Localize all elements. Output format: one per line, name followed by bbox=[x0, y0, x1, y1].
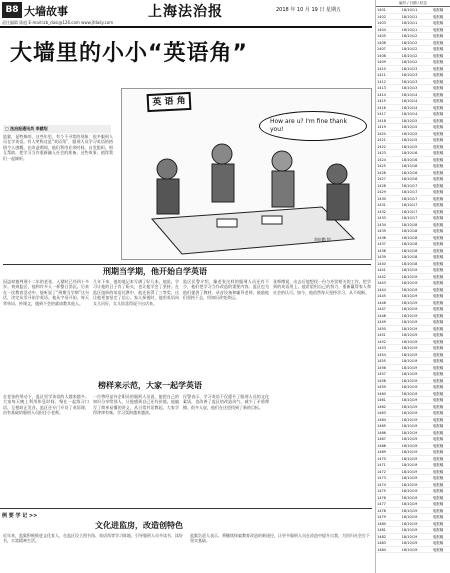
side-table-cell: 18/10/14 bbox=[401, 105, 418, 110]
side-table-cell: 18/10/19 bbox=[401, 450, 418, 454]
side-table-cell: 18/10/19 bbox=[401, 437, 418, 441]
side-table-cell: 电报稿 bbox=[432, 333, 444, 337]
side-table-cell: 18/10/19 bbox=[401, 359, 418, 363]
side-table-cell: 电报稿 bbox=[432, 8, 444, 12]
side-table-cell: 1476 bbox=[377, 495, 386, 500]
side-table-cell: 1445 bbox=[377, 294, 386, 298]
side-table-cell: 电报稿 bbox=[432, 53, 444, 58]
side-table-cell: 电报稿 bbox=[432, 66, 444, 71]
side-table-cell: 1412 bbox=[377, 79, 386, 84]
side-table-cell: 18/10/18 bbox=[401, 222, 418, 227]
section-rule bbox=[3, 264, 371, 265]
section-2-col-1: 在老张的带动下，监区里学英语的人越来越多。大家每天晚上利用休息时间，聚在一起练习口语，互相纠正发音。监区还专门开设了英语课，由有基础的服刑人员担任小老师。 bbox=[3, 394, 89, 416]
side-table-cell: 18/10/15 bbox=[401, 144, 418, 149]
side-table-cell: 1483 bbox=[377, 541, 386, 545]
side-table-cell: 1410 bbox=[377, 66, 386, 71]
side-table-cell: 电报稿 bbox=[432, 47, 444, 51]
right-text-column: 张师傅说，出去后他想找一份与外贸相关的工作，把学到的英语用上。他希望用自己的努力，重新赢得家人和社会的认可。如今，他依然每天坚持学习，从不间断。 bbox=[273, 279, 371, 295]
section-heading-3: 文化进监房，改造创特色 bbox=[95, 521, 183, 530]
side-table-cell: 18/10/11 bbox=[401, 8, 418, 12]
side-index-table bbox=[375, 0, 450, 573]
side-table-cell: 1482 bbox=[377, 534, 386, 539]
side-table-cell: 电报稿 bbox=[432, 144, 444, 149]
side-table-cell: 1419 bbox=[377, 125, 386, 129]
side-table-cell: 电报稿 bbox=[432, 476, 444, 480]
side-table-cell: 18/10/16 bbox=[401, 177, 418, 181]
side-table-col-3: 状态 bbox=[419, 1, 427, 5]
side-table-cell: 18/10/16 bbox=[401, 157, 418, 162]
side-table-cell: 电报稿 bbox=[432, 27, 444, 32]
side-table-cell: 18/10/19 bbox=[401, 547, 418, 552]
side-table-cell: 1470 bbox=[377, 456, 386, 461]
side-table-cell: 18/10/12 bbox=[401, 53, 418, 58]
side-table-cell: 1468 bbox=[377, 443, 386, 448]
side-table-cell: 18/10/14 bbox=[401, 99, 418, 103]
side-table-cell: 1456 bbox=[377, 365, 386, 370]
side-table-cell: 电报稿 bbox=[432, 443, 444, 448]
side-table-cell: 18/10/19 bbox=[401, 300, 418, 305]
side-table-cell: 18/10/19 bbox=[401, 372, 418, 376]
header-rule bbox=[0, 26, 372, 28]
side-table-cell: 18/10/15 bbox=[401, 131, 418, 136]
side-table-cell: 18/10/19 bbox=[401, 287, 418, 292]
side-table-cell: 1406 bbox=[377, 40, 386, 45]
byline: □ 法治报通讯员 李慈绍 bbox=[3, 125, 111, 133]
side-table-cell: 18/10/18 bbox=[401, 248, 418, 253]
section-name: 大墙故事 bbox=[24, 5, 68, 18]
side-table-cell: 1443 bbox=[377, 281, 386, 285]
side-table-cell: 18/10/18 bbox=[401, 261, 418, 266]
side-table-cell: 18/10/19 bbox=[401, 385, 418, 389]
bottom-section-label: 例 要 学 记 >> bbox=[2, 513, 38, 519]
side-table-cell: 1472 bbox=[377, 469, 386, 474]
side-table-cell: 电报稿 bbox=[432, 157, 444, 162]
side-table-cell: 电报稿 bbox=[432, 547, 444, 552]
side-table-cell: 1424 bbox=[377, 157, 386, 162]
side-table-cell: 电报稿 bbox=[432, 86, 444, 90]
side-table-cell: 1454 bbox=[377, 352, 386, 357]
article-title: 大墙里的小小“英语角” bbox=[10, 41, 248, 66]
side-table-cell: 1417 bbox=[377, 112, 386, 116]
side-table-cell: 18/10/17 bbox=[401, 196, 418, 201]
side-table-cell: 18/10/19 bbox=[401, 391, 418, 396]
side-table-cell: 电报稿 bbox=[432, 398, 444, 402]
section-3-col-2: 监狱负责人表示，将继续探索教育改造的新途径，让更多服刑人员在改造中提升自我，为回归社会打下坚实基础。 bbox=[190, 533, 370, 544]
side-table-cell: 18/10/19 bbox=[401, 508, 418, 513]
side-table-cell: 1463 bbox=[377, 411, 386, 415]
side-table-cell: 18/10/16 bbox=[401, 170, 418, 175]
side-table-cell: 18/10/19 bbox=[401, 515, 418, 519]
side-table-cell: 18/10/19 bbox=[401, 268, 418, 272]
section-logo: B8 bbox=[2, 2, 22, 18]
side-table-cell: 18/10/13 bbox=[401, 79, 418, 84]
side-table-cell: 18/10/14 bbox=[401, 92, 418, 97]
side-table-cell: 1480 bbox=[377, 521, 386, 526]
side-table-cell: 18/10/19 bbox=[401, 469, 418, 474]
side-table-cell: 18/10/11 bbox=[401, 21, 418, 25]
side-table-cell: 1465 bbox=[377, 424, 386, 428]
side-table-cell: 电报稿 bbox=[432, 203, 444, 207]
side-table-cell: 1467 bbox=[377, 437, 386, 441]
side-table-cell: 18/10/19 bbox=[401, 378, 418, 383]
side-table-cell: 1474 bbox=[377, 482, 386, 487]
cartoon-illustration bbox=[121, 88, 372, 260]
side-table-cell: 电报稿 bbox=[432, 489, 444, 493]
side-table-cell: 1444 bbox=[377, 287, 386, 292]
page-header bbox=[0, 0, 372, 30]
side-table-cell: 1479 bbox=[377, 515, 386, 519]
side-table-cell: 1439 bbox=[377, 255, 386, 259]
side-table-cell: 18/10/19 bbox=[401, 502, 418, 506]
side-table-cell: 18/10/19 bbox=[401, 274, 418, 279]
side-table-cell: 电报稿 bbox=[432, 255, 444, 259]
side-table-cell: 1401 bbox=[377, 8, 386, 12]
side-table-cell: 1423 bbox=[377, 151, 386, 155]
side-table-cell: 18/10/19 bbox=[401, 326, 418, 331]
side-table-cell: 1473 bbox=[377, 476, 386, 480]
side-table-cell: 18/10/19 bbox=[401, 339, 418, 344]
side-table-col-2: 日期 bbox=[409, 1, 417, 5]
side-table-cell: 电报稿 bbox=[432, 372, 444, 376]
side-table-cell: 电报稿 bbox=[432, 92, 444, 97]
side-table-cell: 1466 bbox=[377, 430, 386, 435]
side-table-cell: 电报稿 bbox=[432, 307, 444, 311]
side-table-cell: 1421 bbox=[377, 138, 386, 142]
side-table-cell: 18/10/19 bbox=[401, 346, 418, 350]
section-2-col-2: 一位曾经是外企职员的服刑人员说，能把自己的知识分享给别人，让他感到自己还有价值。他编写了简单易懂的讲义，从日常对话教起，大家学得津津有味，学习氛围越来越浓。 bbox=[93, 394, 179, 416]
side-table-cell: 电报稿 bbox=[432, 352, 444, 357]
side-table-cell: 18/10/17 bbox=[401, 183, 418, 188]
side-table-cell: 电报稿 bbox=[432, 170, 444, 175]
side-table-cell: 18/10/19 bbox=[401, 495, 418, 500]
side-table-cell: 电报稿 bbox=[432, 391, 444, 396]
side-table-cell: 电报稿 bbox=[432, 183, 444, 188]
speech-bubble: How are u? I'm fine thank you! bbox=[259, 111, 367, 141]
side-table-cell: 电报稿 bbox=[432, 326, 444, 331]
side-table-cell: 18/10/19 bbox=[401, 352, 418, 357]
side-table-cell: 1426 bbox=[377, 170, 386, 175]
side-table-cell: 电报稿 bbox=[432, 118, 444, 123]
bottom-rule bbox=[0, 508, 372, 509]
side-table-cell: 电报稿 bbox=[432, 131, 444, 136]
side-table-cell: 1459 bbox=[377, 385, 386, 389]
side-table-cell: 电报稿 bbox=[432, 541, 444, 545]
section-1-col-1: 因盗窃被判刑十二年的老张，入狱时已经四十多岁。初到监区，他和许多人一样整日消沉。后来在一次教育活动中，他听说了“刑期当学期”这句话，决定从零开始学英语。他从字母开始，每天背单词、抄课文，遇到不会的就请教其他人。 bbox=[3, 279, 89, 306]
side-table-cell: 18/10/19 bbox=[401, 294, 418, 298]
intro-text: 监狱，是特殊的、这些年里，有个不寻常的现象：很多服刑人员在学英语。有人笑称这是“英语角”，服刑人员学习英语的热情令人感慨。在改造期间，他们利用业余时间，自发组织、相互帮助，把学习当作重新融入社会的准备。这些故事，值得我们一起倾听。 bbox=[3, 134, 113, 161]
side-table-cell: 18/10/15 bbox=[401, 125, 418, 129]
side-table-cell: 1477 bbox=[377, 502, 386, 506]
side-table-cell: 18/10/19 bbox=[401, 398, 418, 402]
side-table-cell: 电报稿 bbox=[432, 521, 444, 526]
side-table-cell: 电报稿 bbox=[432, 515, 444, 519]
side-table-cell: 1451 bbox=[377, 333, 386, 337]
side-table-cell: 18/10/19 bbox=[401, 541, 418, 545]
side-table-cell: 1450 bbox=[377, 326, 386, 331]
side-table-cell: 电报稿 bbox=[432, 73, 444, 77]
side-table-cell: 1462 bbox=[377, 404, 386, 409]
side-table-cell: 18/10/19 bbox=[401, 476, 418, 480]
side-table-cell: 1427 bbox=[377, 177, 386, 181]
side-table-cell: 电报稿 bbox=[432, 235, 444, 240]
side-table-cell: 1471 bbox=[377, 463, 386, 467]
cartoon-sign: 英 语 角 bbox=[147, 92, 192, 112]
side-table-cell: 电报稿 bbox=[432, 287, 444, 292]
side-table-cell: 电报稿 bbox=[432, 242, 444, 246]
side-table-cell: 18/10/15 bbox=[401, 118, 418, 123]
side-table-cell: 18/10/18 bbox=[401, 255, 418, 259]
side-table-cell: 电报稿 bbox=[432, 261, 444, 266]
side-table-cell: 电报稿 bbox=[432, 385, 444, 389]
side-table-cell: 1418 bbox=[377, 118, 386, 123]
side-table-row bbox=[376, 547, 450, 554]
side-table-cell: 电报稿 bbox=[432, 469, 444, 474]
side-table-cell: 1409 bbox=[377, 60, 386, 64]
side-table-cell: 电报稿 bbox=[432, 21, 444, 25]
side-table-cell: 电报稿 bbox=[432, 190, 444, 194]
side-table-cell: 1422 bbox=[377, 144, 386, 149]
side-table-cell: 18/10/19 bbox=[401, 443, 418, 448]
side-table-col-1: 编号 bbox=[399, 1, 407, 5]
side-table-cell: 1403 bbox=[377, 21, 386, 25]
side-table-cell: 18/10/19 bbox=[401, 281, 418, 285]
side-table-header: 编号 / 日期 / 状态 bbox=[376, 0, 450, 7]
side-table-cell: 电报稿 bbox=[432, 274, 444, 279]
side-table-cell: 18/10/11 bbox=[401, 27, 418, 32]
side-table-cell: 18/10/15 bbox=[401, 138, 418, 142]
side-table-cell: 18/10/19 bbox=[401, 489, 418, 493]
side-table-cell: 18/10/17 bbox=[401, 190, 418, 194]
side-table-cell: 1460 bbox=[377, 391, 386, 396]
side-table-cell: 1452 bbox=[377, 339, 386, 344]
section-3-col-1: 近年来，监狱积极推进文化育人，在监区设立图书角、英语角等学习阵地，引导服刑人员多读书、读好书，丰富精神生活。 bbox=[3, 533, 183, 544]
side-table-cell: 18/10/12 bbox=[401, 60, 418, 64]
side-table-cell: 1408 bbox=[377, 53, 386, 58]
side-table-cell: 电报稿 bbox=[432, 411, 444, 415]
side-table-cell: 18/10/19 bbox=[401, 320, 418, 324]
side-table-cell: 1442 bbox=[377, 274, 386, 279]
section-heading-2: 榜样来示范，大家一起学英语 bbox=[98, 381, 202, 390]
side-table-cell: 电报稿 bbox=[432, 105, 444, 110]
side-table-cell: 电报稿 bbox=[432, 456, 444, 461]
side-table-cell: 1449 bbox=[377, 320, 386, 324]
side-table-cell: 18/10/19 bbox=[401, 411, 418, 415]
side-table-cell: 电报稿 bbox=[432, 222, 444, 227]
side-table-cell: 18/10/13 bbox=[401, 66, 418, 71]
side-table-cell: 电报稿 bbox=[432, 437, 444, 441]
side-table-cell: 18/10/19 bbox=[401, 463, 418, 467]
side-table-cell: 18/10/17 bbox=[401, 216, 418, 220]
side-table-cell: 1448 bbox=[377, 313, 386, 318]
side-table-cell: 电报稿 bbox=[432, 502, 444, 506]
section-heading-1: 刑期当学期，他开始自学英语 bbox=[103, 267, 207, 276]
side-table-cell: 电报稿 bbox=[432, 320, 444, 324]
side-table-cell: 18/10/19 bbox=[401, 365, 418, 370]
side-table-cell: 1432 bbox=[377, 209, 386, 214]
side-table-cell: 电报稿 bbox=[432, 229, 444, 233]
section-2-col-3: 民警表示，学习英语不仅提升了服刑人员的文化素质，也改善了监区的改造风气，减少了矛盾摩擦。很多人说，他们在这里找到了新的目标。 bbox=[183, 394, 269, 410]
side-table-cell: 电报稿 bbox=[432, 495, 444, 500]
side-table-cell: 电报稿 bbox=[432, 417, 444, 422]
side-table-cell: 18/10/19 bbox=[401, 534, 418, 539]
side-table-cell: 电报稿 bbox=[432, 378, 444, 383]
side-table-cell: 1434 bbox=[377, 222, 386, 227]
side-table-cell: 电报稿 bbox=[432, 216, 444, 220]
side-table-cell: 18/10/19 bbox=[401, 404, 418, 409]
side-table-cell: 电报稿 bbox=[432, 450, 444, 454]
side-table-cell: 18/10/11 bbox=[401, 14, 418, 19]
side-table-cell: 1431 bbox=[377, 203, 386, 207]
side-table-cell: 1461 bbox=[377, 398, 386, 402]
side-table-cell: 1464 bbox=[377, 417, 386, 422]
side-table-cell: 1436 bbox=[377, 235, 386, 240]
issue-date: 2018 年 10 月 19 日 星期五 bbox=[276, 7, 341, 13]
side-table-cell: 1475 bbox=[377, 489, 386, 493]
side-table-cell: 1447 bbox=[377, 307, 386, 311]
side-table-cell: 18/10/19 bbox=[401, 482, 418, 487]
side-table-cell: 18/10/18 bbox=[401, 242, 418, 246]
side-table-cell: 1413 bbox=[377, 86, 386, 90]
side-table-cell: 电报稿 bbox=[432, 346, 444, 350]
side-table-cell: 18/10/19 bbox=[401, 528, 418, 532]
side-table-cell: 18/10/12 bbox=[401, 34, 418, 38]
side-table-cell: 18/10/19 bbox=[401, 307, 418, 311]
side-table-cell: 电报稿 bbox=[432, 99, 444, 103]
side-table-cell: 电报稿 bbox=[432, 112, 444, 116]
side-table-cell: 电报稿 bbox=[432, 339, 444, 344]
newspaper-name: 上海法治报 bbox=[148, 4, 223, 20]
side-table-cell: 1437 bbox=[377, 242, 386, 246]
side-table-cell: 电报稿 bbox=[432, 359, 444, 363]
side-table-cell: 1429 bbox=[377, 190, 386, 194]
side-table-cell: 电报稿 bbox=[432, 79, 444, 84]
side-table-cell: 1415 bbox=[377, 99, 386, 103]
side-table-cell: 1433 bbox=[377, 216, 386, 220]
side-table-cell: 电报稿 bbox=[432, 248, 444, 253]
side-table-cell: 电报稿 bbox=[432, 125, 444, 129]
side-table-cell: 18/10/12 bbox=[401, 40, 418, 45]
side-table-cell: 电报稿 bbox=[432, 365, 444, 370]
side-table-cell: 1435 bbox=[377, 229, 386, 233]
side-table-cell: 18/10/16 bbox=[401, 151, 418, 155]
side-table-cell: 18/10/13 bbox=[401, 86, 418, 90]
side-table-cell: 1453 bbox=[377, 346, 386, 350]
side-table-cell: 电报稿 bbox=[432, 268, 444, 272]
side-table-cell: 电报稿 bbox=[432, 281, 444, 285]
side-table-cell: 电报稿 bbox=[432, 60, 444, 64]
side-table-cell: 18/10/14 bbox=[401, 112, 418, 116]
side-table-rows bbox=[376, 7, 450, 553]
side-table-cell: 电报稿 bbox=[432, 294, 444, 298]
side-table-cell: 18/10/19 bbox=[401, 521, 418, 526]
side-table-cell: 1440 bbox=[377, 261, 386, 266]
side-table-cell: 18/10/19 bbox=[401, 430, 418, 435]
side-table-cell: 电报稿 bbox=[432, 164, 444, 168]
side-table-cell: 1404 bbox=[377, 27, 386, 32]
side-table-cell: 1428 bbox=[377, 183, 386, 188]
side-table-cell: 1402 bbox=[377, 14, 386, 19]
side-table-cell: 电报稿 bbox=[432, 209, 444, 214]
side-table-cell: 1411 bbox=[377, 73, 386, 77]
side-table-cell: 18/10/19 bbox=[401, 313, 418, 318]
editor-line: 责任编辑 陈庭 E-mail:lzb_dasi@126.com www.jfdaily.com bbox=[2, 20, 114, 25]
side-table-cell: 1441 bbox=[377, 268, 386, 272]
side-table-cell: 电报稿 bbox=[432, 430, 444, 435]
side-table-cell: 18/10/18 bbox=[401, 235, 418, 240]
side-table-cell: 1407 bbox=[377, 47, 386, 51]
side-table-cell: 18/10/16 bbox=[401, 164, 418, 168]
side-table-cell: 电报稿 bbox=[432, 482, 444, 487]
artist-credit: 刘庆勤 绘 bbox=[313, 237, 331, 242]
side-table-cell: 电报稿 bbox=[432, 151, 444, 155]
side-table-cell: 电报稿 bbox=[432, 300, 444, 305]
side-table-cell: 1420 bbox=[377, 131, 386, 136]
side-table-cell: 电报稿 bbox=[432, 177, 444, 181]
side-table-cell: 电报稿 bbox=[432, 508, 444, 513]
side-table-cell: 电报稿 bbox=[432, 463, 444, 467]
section-1-col-3: 监区民警介绍，像老张这样的服刑人员还有不少，他们把学习当作改造的重要内容。监区也为他们提供了教材、录音设备和辅导老师，鼓励他们坚持下去，用知识改变命运。 bbox=[183, 279, 269, 301]
side-table-cell: 1416 bbox=[377, 105, 386, 110]
side-table-cell: 1438 bbox=[377, 248, 386, 253]
side-table-cell: 电报稿 bbox=[432, 40, 444, 45]
side-table-cell: 电报稿 bbox=[432, 313, 444, 318]
side-table-cell: 1414 bbox=[377, 92, 386, 97]
side-table-cell: 电报稿 bbox=[432, 14, 444, 19]
side-table-cell: 18/10/19 bbox=[401, 424, 418, 428]
side-table-cell: 1446 bbox=[377, 300, 386, 305]
side-table-cell: 18/10/19 bbox=[401, 333, 418, 337]
side-table-cell: 1478 bbox=[377, 508, 386, 513]
side-table-cell: 电报稿 bbox=[432, 528, 444, 532]
side-table-cell: 电报稿 bbox=[432, 196, 444, 201]
side-table-cell: 电报稿 bbox=[432, 534, 444, 539]
side-table-cell: 1425 bbox=[377, 164, 386, 168]
side-table-cell: 18/10/18 bbox=[401, 229, 418, 233]
side-table-cell: 1469 bbox=[377, 450, 386, 454]
side-table-cell: 电报稿 bbox=[432, 404, 444, 409]
side-table-cell: 1481 bbox=[377, 528, 386, 532]
side-table-cell: 电报稿 bbox=[432, 34, 444, 38]
side-table-cell: 18/10/19 bbox=[401, 456, 418, 461]
side-table-cell: 1405 bbox=[377, 34, 386, 38]
side-table-cell: 1458 bbox=[377, 378, 386, 383]
side-table-cell: 1457 bbox=[377, 372, 386, 376]
side-table-cell: 18/10/19 bbox=[401, 417, 418, 422]
side-table-cell: 18/10/12 bbox=[401, 47, 418, 51]
side-table-cell: 1430 bbox=[377, 196, 386, 201]
side-table-cell: 电报稿 bbox=[432, 138, 444, 142]
side-table-cell: 1484 bbox=[377, 547, 386, 552]
side-table-cell: 18/10/17 bbox=[401, 209, 418, 214]
section-1-col-2: 几年下来，他的笔记本写满了好几本。他说，学习让他的日子有了盼头，也让他学会了坚持。在监区组织的英语比赛中，他还获得了三等奖，这让他更加坚定了信心。家人探视时，他用英语向女儿问好，女儿惊喜得说不出话来。 bbox=[93, 279, 179, 306]
side-table-cell: 18/10/13 bbox=[401, 73, 418, 77]
side-table-cell: 电报稿 bbox=[432, 424, 444, 428]
side-table-cell: 1455 bbox=[377, 359, 386, 363]
side-table-cell: 18/10/17 bbox=[401, 203, 418, 207]
